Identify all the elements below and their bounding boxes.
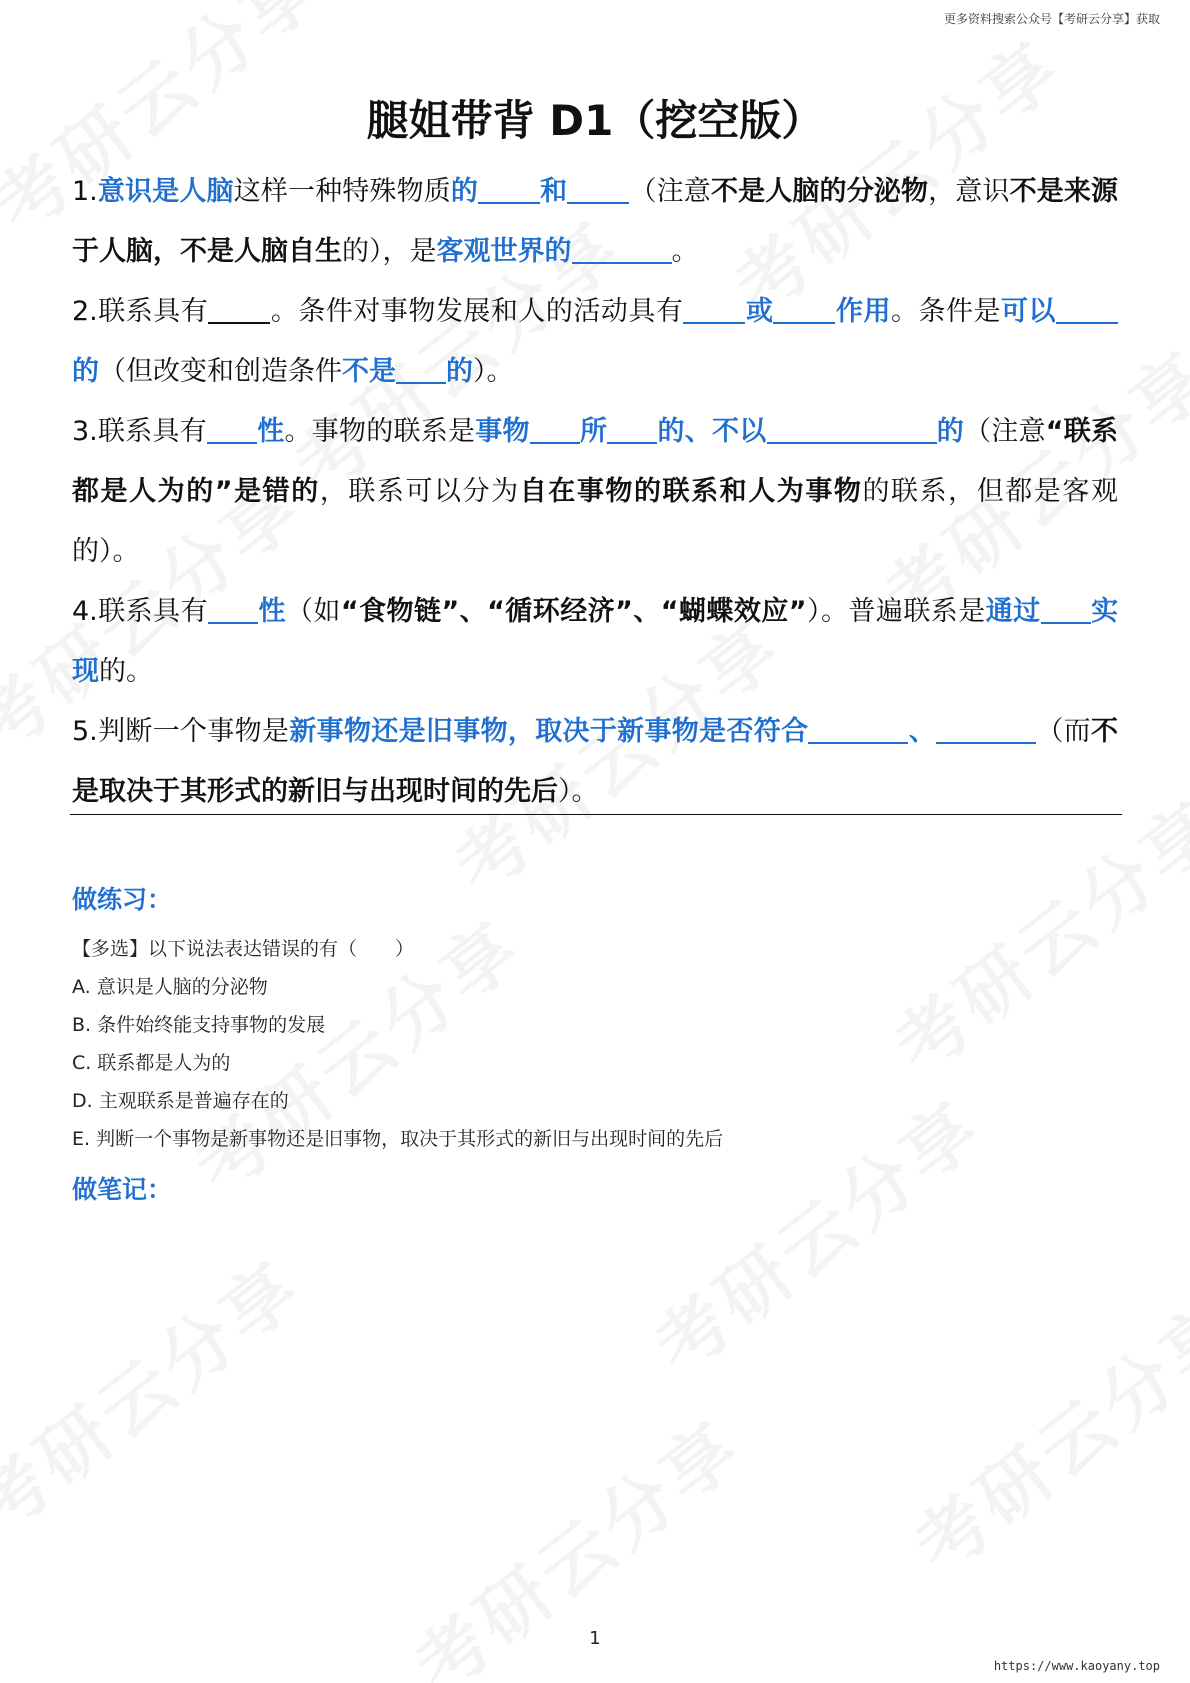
item-text: 联系具有 xyxy=(97,296,209,327)
item-number: 1. xyxy=(72,176,98,207)
item-text: 作用 xyxy=(835,296,891,327)
item-text: 的联系，但都是客观的）。 xyxy=(72,476,1118,567)
item-text: 。事物的联系是 xyxy=(284,416,476,447)
item-text: 。 xyxy=(671,236,699,267)
page-number: 1 xyxy=(589,1628,601,1649)
item-text: 实现 xyxy=(72,596,1119,687)
item-2 xyxy=(72,282,1118,402)
item-text: 客观世界的 xyxy=(436,236,572,267)
item-text: ）。 xyxy=(473,356,514,387)
option-e: E. 判断一个事物是新事物还是旧事物，取决于其形式的新旧与出现时间的先后 xyxy=(72,1128,724,1150)
item-text: 意识是人脑 xyxy=(97,176,234,207)
item-text: 不是来源于人脑，不是人脑自生 xyxy=(72,176,1119,267)
item-3 xyxy=(72,402,1118,582)
item-text: 自在事物的联系和人为事物 xyxy=(519,476,863,507)
fill-blank xyxy=(208,596,258,624)
fill-blank xyxy=(530,416,580,444)
item-text: 通过 xyxy=(985,596,1041,627)
item-text: 不是人脑的分泌物 xyxy=(710,176,929,207)
header-note: 更多资料搜索公众号【考研云分享】获取 xyxy=(943,12,1160,26)
item-text: 的），是 xyxy=(342,236,437,267)
item-text: 。条件是 xyxy=(890,296,1002,327)
item-number: 5. xyxy=(72,716,98,747)
notes-section xyxy=(72,1170,172,1206)
item-text: 判断一个事物是 xyxy=(97,716,290,747)
item-text: 事物 xyxy=(475,416,530,447)
footer-url: https://www.kaoyany.top xyxy=(993,1659,1160,1673)
item-text: 所 xyxy=(579,416,608,447)
option-b: B. 条件始终能支持事物的发展 xyxy=(72,1014,326,1036)
item-text: 可以 xyxy=(1001,296,1057,327)
question-text: 【多选】以下说法表达错误的有（ ） xyxy=(72,938,415,960)
item-text: 联系具有 xyxy=(97,596,209,627)
item-text: 这样一种特殊物质 xyxy=(233,176,451,207)
item-1 xyxy=(72,162,1118,282)
item-text: 性 xyxy=(257,416,285,447)
item-text: 的 xyxy=(450,176,479,207)
item-text: 的、不以 xyxy=(657,416,767,447)
item-text: 不是取决于其形式的新旧与出现时间的先后 xyxy=(72,716,1119,807)
fill-blank xyxy=(767,416,937,444)
practice-section xyxy=(72,880,723,1158)
item-text: ，联系可以分为 xyxy=(319,476,520,507)
item-text: 、 xyxy=(908,716,937,747)
item-text: 或 xyxy=(745,296,774,327)
item-text: （注意 xyxy=(629,176,711,207)
option-d: D. 主观联系是普遍存在的 xyxy=(72,1090,289,1112)
notes-title: 做笔记： xyxy=(72,1175,173,1204)
fill-blank xyxy=(396,356,446,384)
fill-blank xyxy=(607,416,657,444)
item-text: （但改变和创造条件 xyxy=(99,356,342,387)
item-text: 性 xyxy=(258,596,286,627)
item-number: 2. xyxy=(72,296,98,327)
fill-blank xyxy=(936,716,1036,744)
fill-blank xyxy=(208,296,270,324)
item-text: “食物链”、“循环经济”、“蝴蝶效应” xyxy=(340,596,807,627)
option-a: A. 意识是人脑的分泌物 xyxy=(72,976,268,998)
item-text: 新事物还是旧事物，取决于新事物是否符合 xyxy=(289,716,809,747)
item-5 xyxy=(72,702,1118,822)
item-text: （而 xyxy=(1036,716,1092,747)
item-text: （注意 xyxy=(964,416,1046,447)
fill-blank xyxy=(773,296,835,324)
item-4 xyxy=(72,582,1118,702)
practice-title: 做练习： xyxy=(72,885,173,914)
watermark xyxy=(0,1231,321,1553)
item-text: ）。 xyxy=(558,776,599,807)
item-text: 的 xyxy=(446,356,473,387)
fill-blank xyxy=(567,176,629,204)
item-text: 。条件对事物发展和人的活动具有 xyxy=(270,296,684,327)
main-content xyxy=(72,162,1118,822)
item-text: 不是 xyxy=(342,356,396,387)
item-number: 4. xyxy=(72,596,98,627)
item-text: （如 xyxy=(285,596,341,627)
item-number: 3. xyxy=(72,416,98,447)
watermark xyxy=(889,1271,1190,1593)
item-text: 和 xyxy=(540,176,568,207)
fill-blank xyxy=(1041,596,1091,624)
item-text: ）。普遍联系是 xyxy=(806,596,986,627)
page-title: 腿姐带背 D1（挖空版） xyxy=(366,96,824,145)
fill-blank xyxy=(1056,296,1118,324)
item-text: ，意识 xyxy=(928,176,1010,207)
item-text: 的。 xyxy=(99,656,153,687)
divider-line xyxy=(70,814,1122,815)
fill-blank xyxy=(478,176,540,204)
fill-blank xyxy=(808,716,908,744)
fill-blank xyxy=(207,416,257,444)
fill-blank xyxy=(572,236,672,264)
item-text: 的 xyxy=(72,356,99,387)
item-text: 联系具有 xyxy=(97,416,208,447)
item-text: 的 xyxy=(936,416,965,447)
fill-blank xyxy=(683,296,745,324)
item-text: “联系都是人为的”是错的 xyxy=(72,416,1119,507)
option-c: C. 联系都是人为的 xyxy=(72,1052,231,1074)
